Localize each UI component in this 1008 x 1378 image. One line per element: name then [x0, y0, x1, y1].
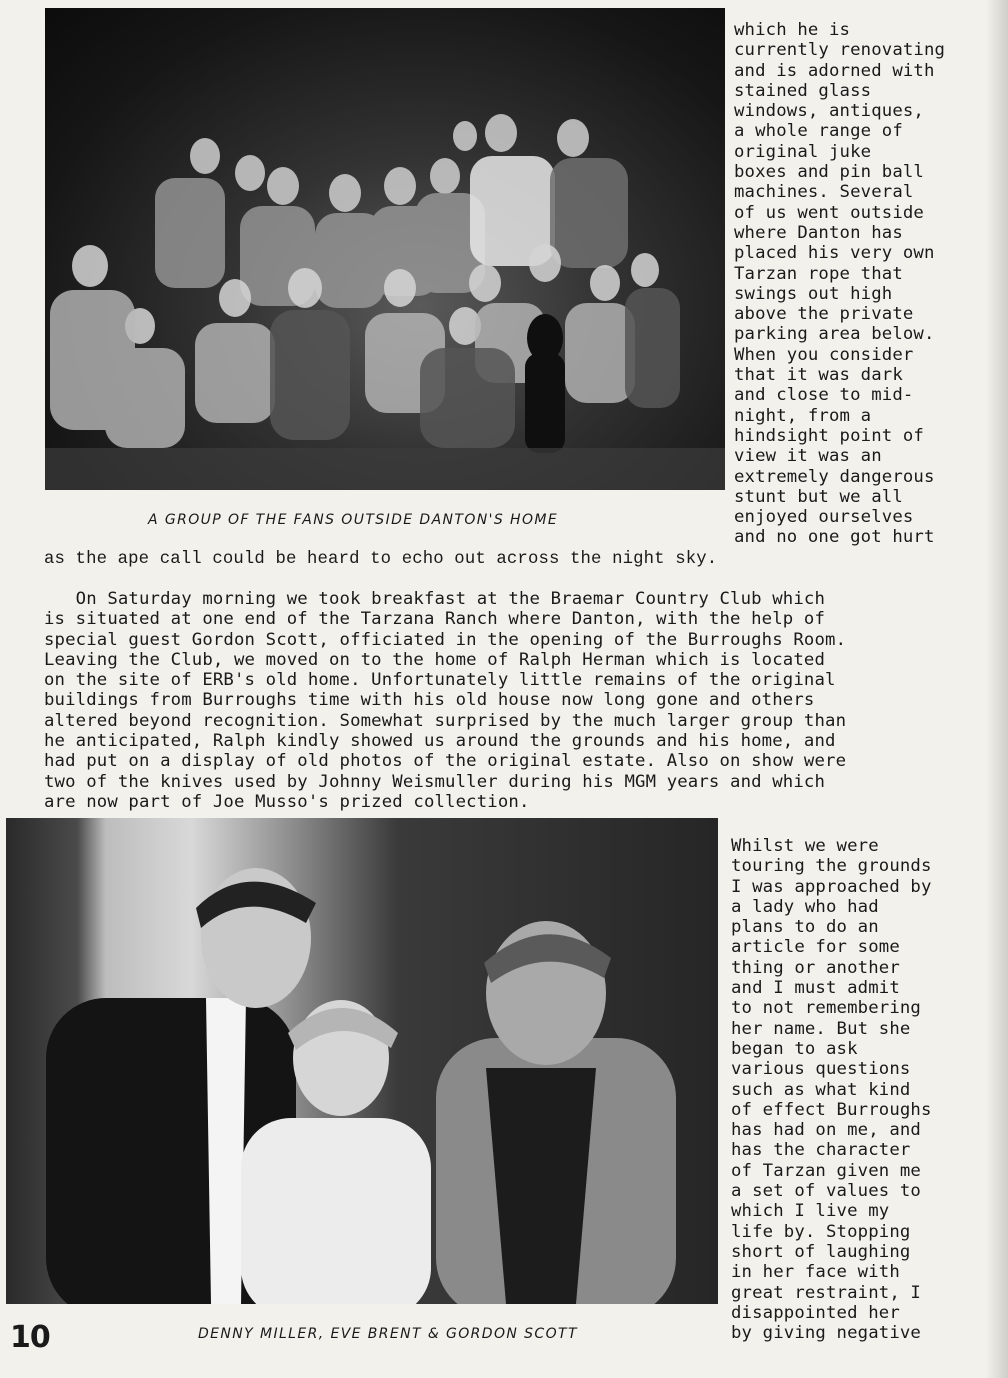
page-number: 10: [10, 1320, 50, 1355]
bottom-photo-caption: DENNY MILLER, EVE BRENT & GORDON SCOTT: [198, 1326, 578, 1342]
portrait-photo-figures: [6, 818, 718, 1304]
portrait-photo: [6, 818, 718, 1304]
right-column-top-text: which he is currently renovating and is adorned with stained glass windows, antiques, a whole range of original juke boxes and pin ball machines. Several of us went outside where Danton has placed his very own Tarzan rope that swings out high above the private parking area below. When you consider that it was dark and close to mid- night, from a hindsight point of view it was an extremely dangerous stunt but we all enjoyed ourselves and no one got hurt: [734, 20, 946, 548]
group-photo-figures: [45, 8, 725, 490]
right-column-bottom-text: Whilst we were touring the grounds I was approached by a lady who had plans to do an article for some thing or another and I must admit to not remembering her name. But she began to ask various questions such as what kind of effect Burroughs has had on me, and has the character of Tarzan given me a set of values to which I live my life by. Stopping short of laughing in her face with great restraint, I disappointed her by giving negative: [731, 836, 932, 1344]
page-edge-shadow: [986, 0, 1008, 1378]
body-continuation-line: as the ape call could be heard to echo out across the night sky.: [44, 550, 718, 569]
group-photo: [45, 8, 725, 490]
body-paragraph: On Saturday morning we took breakfast at the Braemar Country Club which is situated at one end of the Tarzana Ranch where Danton, with the help of special guest Gordon Scott, officiated in the opening of the Burroughs Room. Leaving the Club, we moved on to the home of Ralph Herman which is located on the site of ERB's old home. Unfortunately little remains of the original buildings from Burroughs time with his old house now long gone and others altered beyond recognition. Somewhat surprised by the much larger group than he anticipated, Ralph kindly showed us around the grounds and his home, and had put on a display of old photos of the original estate. Also on show were two of the knives used by Johnny Weismuller during his MGM years and which are now part of Joe Musso's prized collection.: [44, 589, 847, 812]
top-photo-caption: A GROUP OF THE FANS OUTSIDE DANTON'S HOME: [148, 512, 559, 528]
